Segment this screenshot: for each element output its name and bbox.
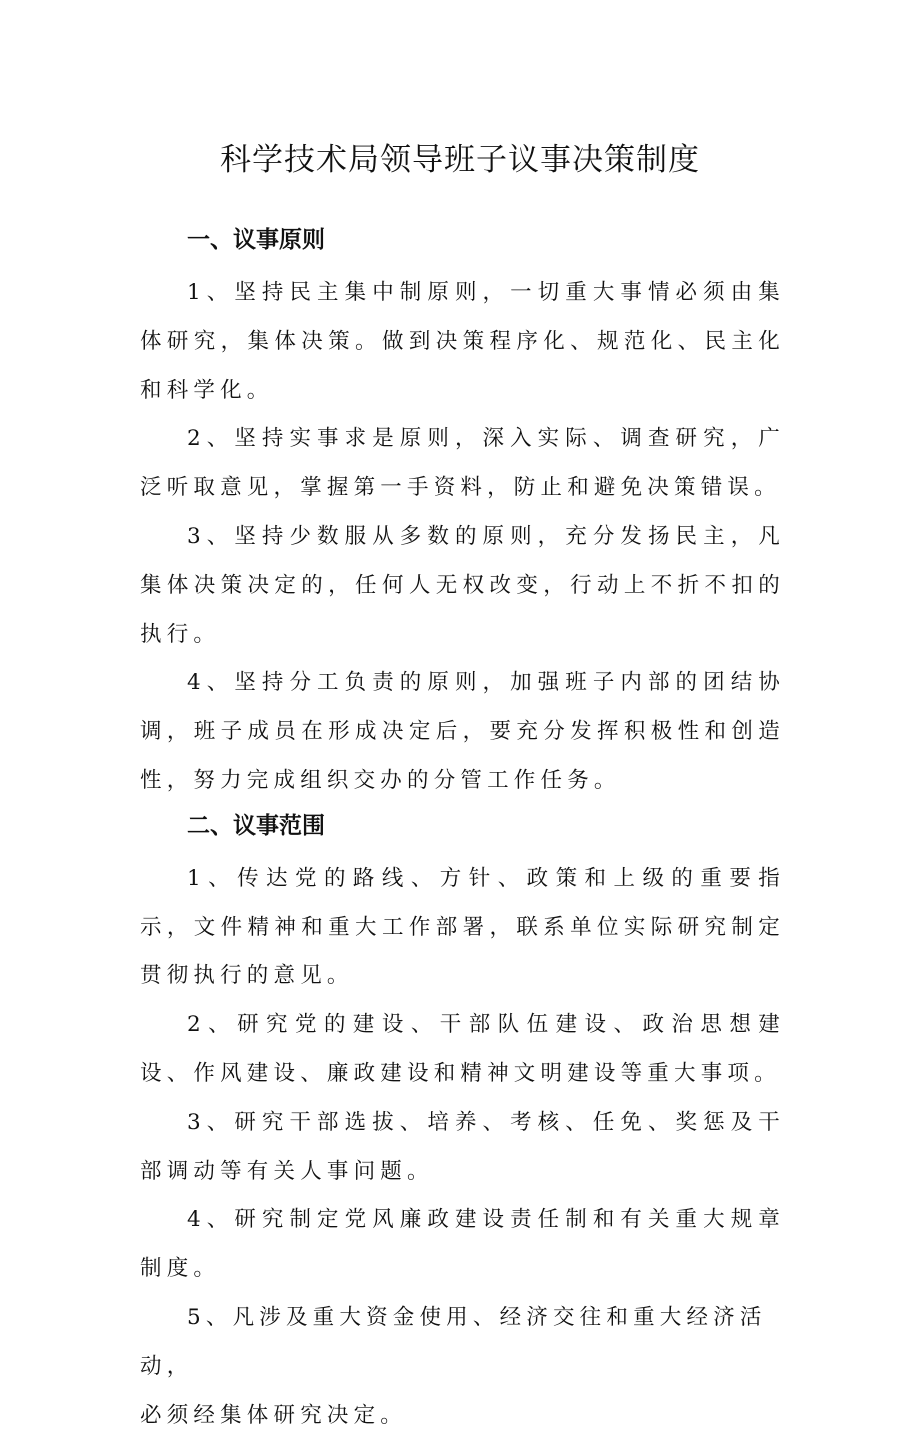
paragraph: 1、坚持民主集中制原则，一切重大事情必须由集体研究，集体决策。做到决策程序化、规范化、民主化和科学化。 xyxy=(140,280,785,403)
document-body xyxy=(140,220,785,1440)
section-heading: 二、议事范围 xyxy=(187,812,325,839)
document-title: 科学技术局领导班子议事决策制度 xyxy=(220,142,700,178)
paragraph: 3、坚持少数服从多数的原则，充分发扬民主，凡集体决策决定的，任何人无权改变，行动上不折不扣的执行。 xyxy=(140,523,785,647)
section-scope xyxy=(140,806,785,1440)
paragraph: 2、坚持实事求是原则，深入实际、调查研究，广泛听取意见，掌握第一手资料，防止和避免决策错误。 xyxy=(140,426,785,501)
section-principles xyxy=(140,220,785,806)
section-heading: 一、议事原则 xyxy=(187,227,325,253)
paragraph-continuation: 必须经集体研究决定。 xyxy=(140,1402,408,1428)
paragraph: 1、传达党的路线、方针、政策和上级的重要指示，文件精神和重大工作部署，联系单位实际研究制定贯彻执行的意见。 xyxy=(140,865,785,989)
paragraph: 2、研究党的建设、干部队伍建设、政治思想建设、作风建设、廉政建设和精神文明建设等重大事项。 xyxy=(140,1012,785,1086)
paragraph: 3、研究干部选拔、培养、考核、任免、奖惩及干部调动等有关人事问题。 xyxy=(140,1109,785,1184)
paragraph: 4、研究制定党风廉政建设责任制和有关重大规章制度。 xyxy=(140,1207,785,1282)
paragraph: 5、凡涉及重大资金使用、经济交往和重大经济活动， xyxy=(140,1304,767,1379)
paragraph: 4、坚持分工负责的原则，加强班子内部的团结协调，班子成员在形成决定后，要充分发挥积极性和创造性，努力完成组织交办的分管工作任务。 xyxy=(140,670,785,793)
